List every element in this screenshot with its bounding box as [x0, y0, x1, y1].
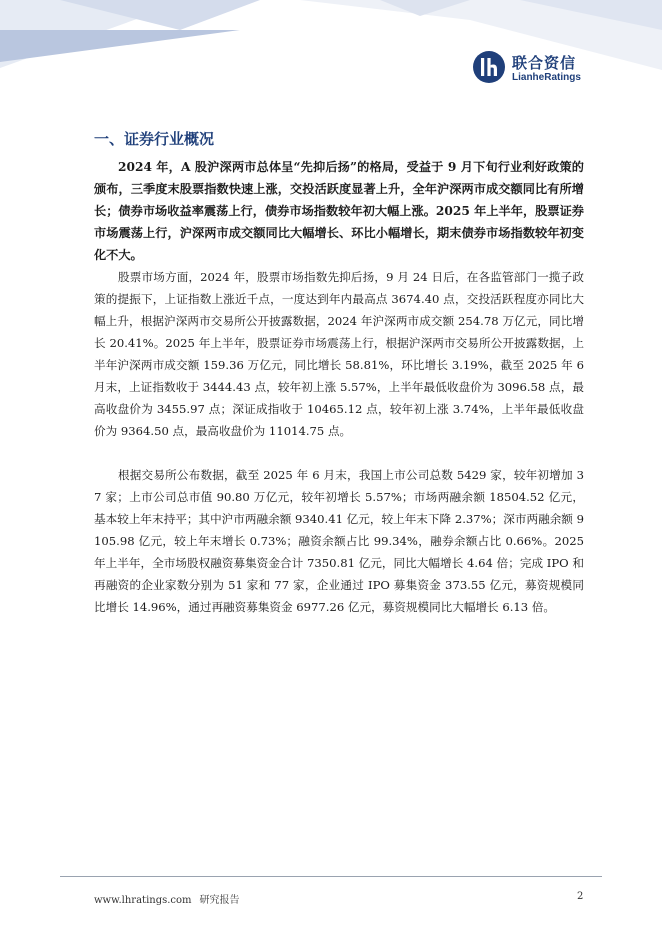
footer-divider	[60, 876, 602, 877]
page-number: 2	[577, 891, 584, 902]
logo-mark-icon	[472, 50, 506, 84]
footer-website-link[interactable]: www.lhratings.com	[94, 895, 192, 906]
footer-doc-type: 研究报告	[199, 895, 240, 906]
logo-name-en: LianheRatings	[512, 72, 581, 83]
company-logo	[472, 50, 612, 90]
exchange-data-paragraph: 根据交易所公布数据，截至 2025 年 6 月末，我国上市公司总数 5429 家，较年初增加 37 家；上市公司总市值 90.80 万亿元，较年初增长 5.57%；市场两融余额 18504.52 亿元，基本较上年末持平；其中沪市两融余额 9340.41 亿元，较上年末下降 2.37%；深市两融余额 9105.98 亿元，较上年末增长 0.73%；融资余额占比 99.34%，融券余额占比 0.66%。2025 年上半年，全市场股权融资募集资金合计 7350.81 亿元，同比大幅增长 4.64 倍；完成 IPO 和再融资的企业家数分别为 51 家和 77 家，企业通过 IPO 募集资金 373.55 亿元，募资规模同比增长 14.96%，通过再融资募集资金 6977.26 亿元，募资规模同比大幅增长 6.13 倍。	[94, 468, 584, 614]
footer-info	[94, 891, 240, 906]
stock-market-paragraph: 股票市场方面，2024 年，股票市场指数先抑后扬，9 月 24 日后，在各监管部门一揽子政策的提振下，上证指数上涨近千点，一度达到年内最高点 3674.40 点，交投活跃程度亦同比大幅上升，根据沪深两市交易所公开披露数据，2024 年沪深两市成交额 254.78 万亿元，同比增长 20.41%。2025 年上半年，股票证券市场震荡上行，根据沪深两市交易所公开披露数据，上半年沪深两市成交额 159.36 万亿元，同比增长 58.81%，环比增长 3.19%，截至 2025 年 6 月末，上证指数收于 3444.43 点，较年初上涨 5.57%，上半年最低收盘价为 3096.58 点，最高收盘价为 3455.97 点；深证成指收于 10465.12 点，较年初上涨 3.74%，上半年最低收盘价为 9364.50 点，最高收盘价为 11014.75 点。	[94, 270, 584, 438]
summary-paragraph: 2024 年，A 股沪深两市总体呈“先抑后扬”的格局，受益于 9 月下旬行业利好政策的颁布，三季度末股票指数快速上涨，交投活跃度显著上升，全年沪深两市成交额同比有所增长；债券市场收益率震荡上行，债券市场指数较年初大幅上涨。2025 年上半年，股票证券市场震荡上行，沪深两市成交额同比大幅增长、环比小幅增长，期末债券市场指数较年初变化不大。	[94, 160, 584, 262]
logo-name-cn: 联合资信	[512, 54, 577, 72]
section-title: 一、证券行业概况	[94, 130, 215, 148]
